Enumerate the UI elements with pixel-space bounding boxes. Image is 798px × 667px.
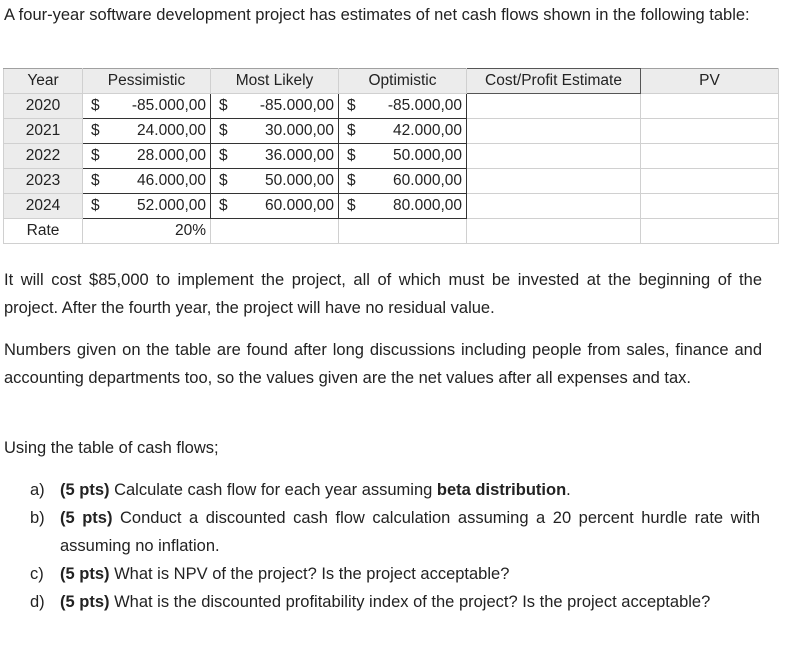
most-likely-cell xyxy=(211,94,339,119)
amount: -85.000,00 xyxy=(259,97,334,114)
question-emphasis: beta distribution xyxy=(436,481,567,499)
question-text: What is the discounted profitability index of the project? Is the project acceptable? xyxy=(109,593,711,611)
cash-flow-table xyxy=(3,68,779,244)
question-item xyxy=(30,588,760,616)
rate-value: 20% xyxy=(83,219,211,244)
instruction-paragraph: Using the table of cash flows; xyxy=(4,439,219,457)
amount: 42.000,00 xyxy=(393,122,462,139)
pessimistic-cell xyxy=(83,119,211,144)
currency-symbol: $ xyxy=(91,172,100,189)
pessimistic-cell xyxy=(83,144,211,169)
question-label: a) xyxy=(30,481,45,499)
header-optimistic: Optimistic xyxy=(339,69,467,94)
question-label: d) xyxy=(30,593,45,611)
header-pv: PV xyxy=(641,69,779,94)
header-pessimistic: Pessimistic xyxy=(83,69,211,94)
question-text: What is NPV of the project? Is the project acceptable? xyxy=(109,565,510,583)
year-cell: 2022 xyxy=(4,144,83,169)
question-points: (5 pts) xyxy=(60,565,110,583)
empty-cell xyxy=(641,219,779,244)
most-likely-cell xyxy=(211,169,339,194)
optimistic-cell xyxy=(339,119,467,144)
question-item xyxy=(30,560,760,588)
currency-symbol: $ xyxy=(347,197,356,214)
currency-symbol: $ xyxy=(219,97,228,114)
optimistic-cell xyxy=(339,94,467,119)
cost-profit-estimate-cell xyxy=(467,119,641,144)
currency-symbol: $ xyxy=(347,172,356,189)
question-item xyxy=(30,504,760,560)
question-list xyxy=(30,476,760,616)
currency-symbol: $ xyxy=(347,97,356,114)
pv-cell xyxy=(641,119,779,144)
amount: 80.000,00 xyxy=(393,197,462,214)
question-points: (5 pts) xyxy=(60,509,113,527)
net-values-paragraph: Numbers given on the table are found after long discussions including people from sales, finance and accounting departments too, so the values given are the net values after all expenses and tax. xyxy=(4,341,762,387)
pv-cell xyxy=(641,144,779,169)
cost-profit-estimate-cell xyxy=(467,144,641,169)
amount: 60.000,00 xyxy=(265,197,334,214)
amount: 50.000,00 xyxy=(265,172,334,189)
most-likely-cell xyxy=(211,144,339,169)
pessimistic-cell xyxy=(83,94,211,119)
table-row xyxy=(4,94,779,119)
amount: 36.000,00 xyxy=(265,147,334,164)
header-year: Year xyxy=(4,69,83,94)
currency-symbol: $ xyxy=(219,197,228,214)
intro-text: A four-year software development project has estimates of net cash flows shown in the following table: xyxy=(4,6,750,24)
pv-cell xyxy=(641,169,779,194)
amount: 50.000,00 xyxy=(393,147,462,164)
empty-cell xyxy=(467,219,641,244)
rate-row xyxy=(4,219,779,244)
question-item xyxy=(30,476,760,504)
currency-symbol: $ xyxy=(91,122,100,139)
amount: 30.000,00 xyxy=(265,122,334,139)
cost-profit-estimate-cell xyxy=(467,169,641,194)
currency-symbol: $ xyxy=(91,147,100,164)
amount: 60.000,00 xyxy=(393,172,462,189)
question-tail: . xyxy=(566,481,571,499)
currency-symbol: $ xyxy=(347,122,356,139)
pessimistic-cell xyxy=(83,194,211,219)
question-label: b) xyxy=(30,509,45,527)
header-cost-profit-estimate: Cost/Profit Estimate xyxy=(467,69,641,94)
optimistic-cell xyxy=(339,194,467,219)
currency-symbol: $ xyxy=(91,97,100,114)
header-most-likely: Most Likely xyxy=(211,69,339,94)
year-cell: 2024 xyxy=(4,194,83,219)
amount: 52.000,00 xyxy=(137,197,206,214)
pv-cell xyxy=(641,194,779,219)
question-points: (5 pts) xyxy=(60,481,110,499)
question-points: (5 pts) xyxy=(60,593,110,611)
table-header-row xyxy=(4,69,779,94)
optimistic-cell xyxy=(339,169,467,194)
currency-symbol: $ xyxy=(219,122,228,139)
pv-cell xyxy=(641,94,779,119)
year-cell: 2021 xyxy=(4,119,83,144)
cost-profit-estimate-cell xyxy=(467,194,641,219)
cost-profit-estimate-cell xyxy=(467,94,641,119)
question-label: c) xyxy=(30,565,44,583)
year-cell: 2020 xyxy=(4,94,83,119)
empty-cell xyxy=(339,219,467,244)
currency-symbol: $ xyxy=(219,172,228,189)
optimistic-cell xyxy=(339,144,467,169)
table-row xyxy=(4,144,779,169)
most-likely-cell xyxy=(211,119,339,144)
table-row xyxy=(4,194,779,219)
question-text: Conduct a discounted cash flow calculation assuming a 20 percent hurdle rate with assuming no inflation. xyxy=(60,509,760,555)
amount: 46.000,00 xyxy=(137,172,206,189)
amount: 24.000,00 xyxy=(137,122,206,139)
currency-symbol: $ xyxy=(219,147,228,164)
amount: -85.000,00 xyxy=(387,97,462,114)
most-likely-cell xyxy=(211,194,339,219)
rate-label: Rate xyxy=(4,219,83,244)
table-row xyxy=(4,169,779,194)
implementation-cost-paragraph: It will cost $85,000 to implement the project, all of which must be invested at the beginning of the project. After the fourth year, the project will have no residual value. xyxy=(4,271,762,317)
currency-symbol: $ xyxy=(91,197,100,214)
currency-symbol: $ xyxy=(347,147,356,164)
question-text: Calculate cash flow for each year assuming xyxy=(109,481,437,499)
table-row xyxy=(4,119,779,144)
amount: -85.000,00 xyxy=(131,97,206,114)
pessimistic-cell xyxy=(83,169,211,194)
empty-cell xyxy=(211,219,339,244)
year-cell: 2023 xyxy=(4,169,83,194)
amount: 28.000,00 xyxy=(137,147,206,164)
